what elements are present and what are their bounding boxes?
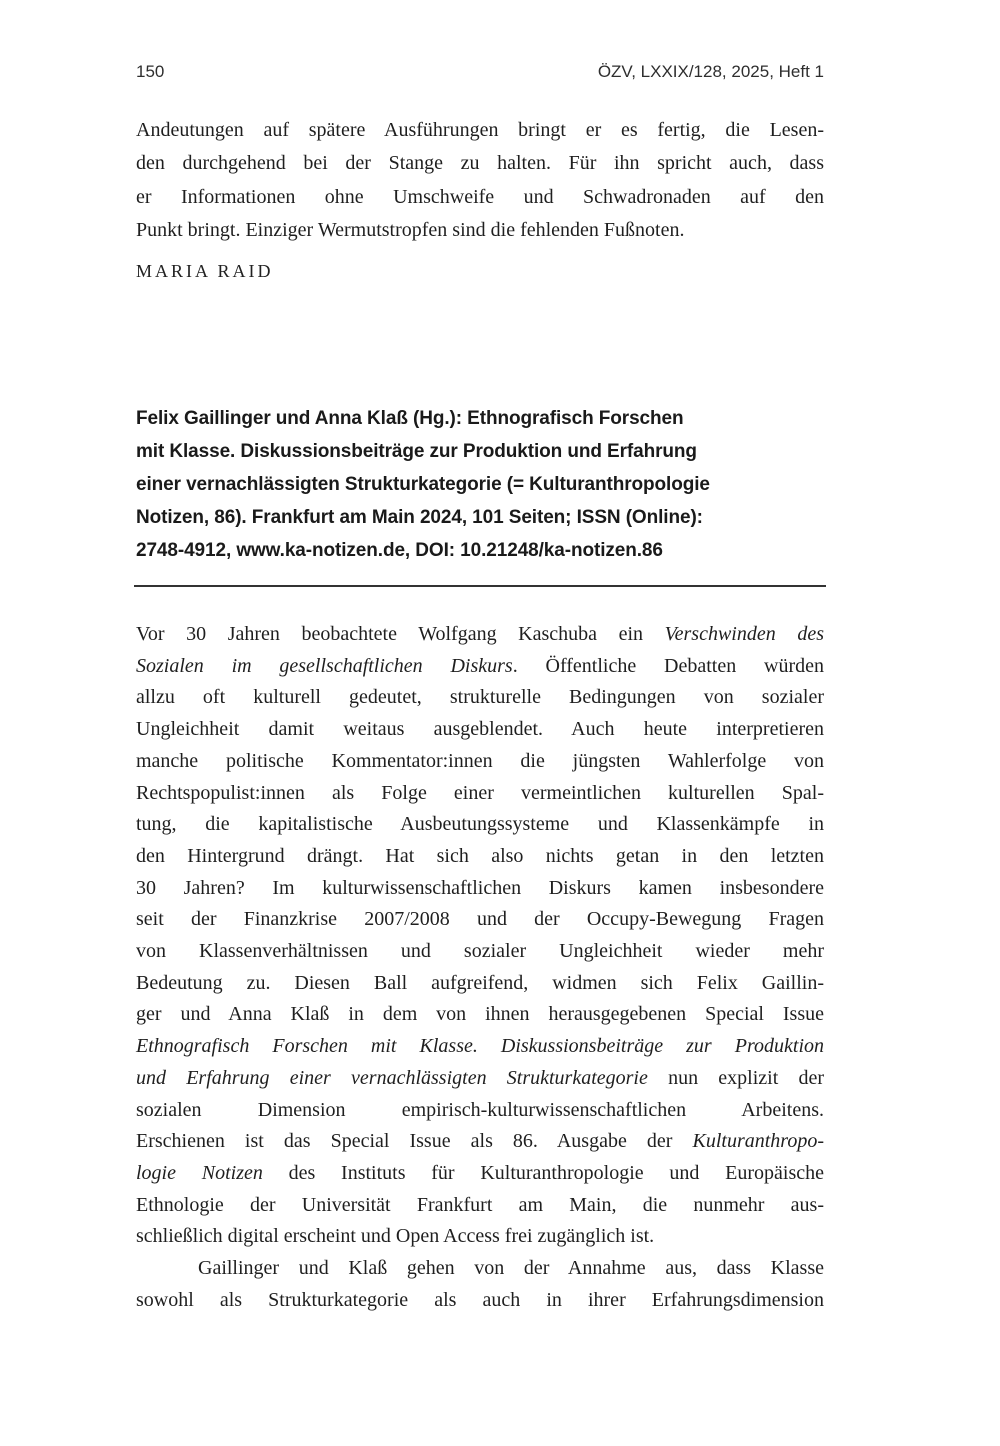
text-line: einer vernachlässigten Strukturkategorie (= Kulturanthropologie (136, 474, 710, 495)
text-line: sozialen Dimension empirisch-kulturwissenschaftlichen Arbeitens. (136, 1098, 824, 1121)
text-line: manche politische Kommentator:innen die jüngsten Wahlerfolge von (136, 749, 824, 772)
section-divider (134, 585, 826, 587)
text-line: logie Notizen des Instituts für Kulturanthropologie und Europäische (136, 1161, 824, 1184)
text-line: den Hintergrund drängt. Hat sich also nichts getan in den letzten (136, 844, 824, 867)
issue-reference: ÖZV, LXXIX/128, 2025, Heft 1 (597, 62, 824, 81)
running-header (136, 61, 824, 82)
text-line: Felix Gaillinger und Anna Klaß (Hg.): Ethnografisch Forschen (136, 408, 684, 429)
previous-review-closing-paragraph (136, 114, 824, 248)
text-line: den durchgehend bei der Stange zu halten. Für ihn spricht auch, dass (136, 152, 824, 175)
page-number: 150 (136, 62, 165, 81)
book-citation-heading (136, 402, 824, 567)
review-body-text (136, 619, 824, 1316)
text-line: 30 Jahren? Im kulturwissenschaftlichen Diskurs kamen insbesondere (136, 876, 824, 899)
text-line: Gaillinger und Klaß gehen von der Annahme aus, dass Klasse (198, 1257, 824, 1280)
reviewer-name: MARIA RAID (136, 261, 274, 281)
text-line: Andeutungen auf spätere Ausführungen bringt er es fertig, die Lesen- (136, 119, 824, 141)
text-line: tung, die kapitalistische Ausbeutungssysteme und Klassenkämpfe in (136, 813, 824, 836)
text-line: Punkt bringt. Einziger Wermutstropfen sind die fehlenden Fußnoten. (136, 219, 685, 242)
text-line: sowohl als Strukturkategorie als auch in ihrer Erfahrungsdimension (136, 1288, 824, 1311)
text-line: von Klassenverhältnissen und sozialer Ungleichheit wieder mehr (136, 940, 824, 963)
text-line: und Erfahrung einer vernachlässigten Strukturkategorie nun explizit der (136, 1066, 824, 1089)
text-line: Sozialen im gesellschaftlichen Diskurs. Öffentliche Debatten würden (136, 654, 825, 677)
text-line: Ethnografisch Forschen mit Klasse. Diskussionsbeiträge zur Produktion (136, 1035, 824, 1058)
text-line: Vor 30 Jahren beobachtete Wolfgang Kaschuba ein Verschwinden des (136, 623, 824, 645)
text-line: 2748-4912, www.ka-notizen.de, DOI: 10.21248/ka-notizen.86 (136, 540, 663, 561)
text-line: Ethnologie der Universität Frankfurt am Main, die nunmehr aus- (136, 1193, 824, 1216)
text-line: allzu oft kulturell gedeutet, strukturelle Bedingungen von sozialer (136, 686, 824, 709)
text-line: Ungleichheit damit weitaus ausgeblendet. Auch heute interpretieren (136, 718, 824, 741)
text-line: Rechtspopulist:innen als Folge einer vermeintlichen kulturellen Spal- (136, 781, 824, 804)
text-line: er Informationen ohne Umschweife und Schwadronaden auf den (136, 185, 824, 208)
text-line: Erschienen ist das Special Issue als 86. Ausgabe der Kulturanthropo- (136, 1130, 824, 1153)
text-line: Bedeutung zu. Diesen Ball aufgreifend, widmen sich Felix Gaillin- (136, 971, 824, 994)
text-line: Notizen, 86). Frankfurt am Main 2024, 101 Seiten; ISSN (Online): (136, 507, 703, 528)
text-line: mit Klasse. Diskussionsbeiträge zur Produktion und Erfahrung (136, 441, 697, 462)
text-line: schließlich digital erscheint und Open Access frei zugänglich ist. (136, 1225, 655, 1248)
text-line: ger und Anna Klaß in dem von ihnen herausgegebenen Special Issue (136, 1003, 824, 1026)
text-line: seit der Finanzkrise 2007/2008 und der Occupy-Bewegung Fragen (136, 908, 824, 931)
